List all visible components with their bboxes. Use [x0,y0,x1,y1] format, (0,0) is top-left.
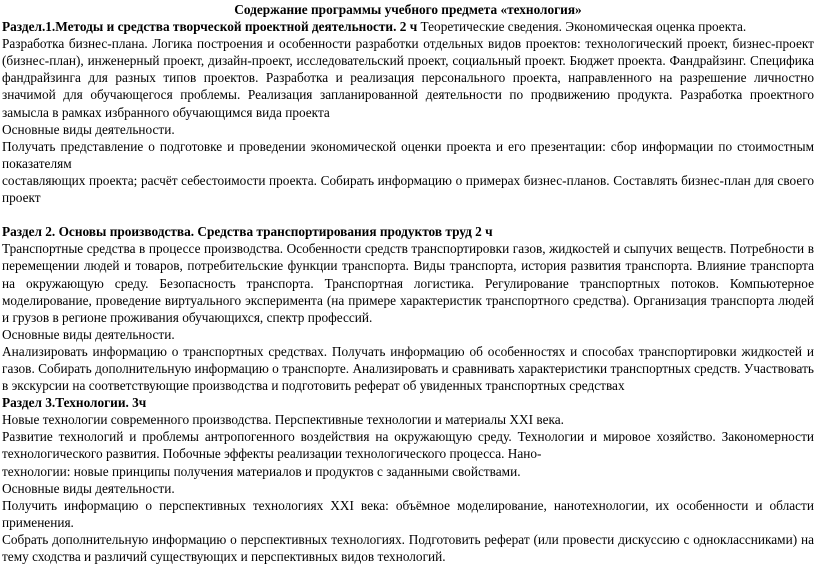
section-1-activity-2: составляющих проекта; расчёт себестоимости проекта. Собирать информацию о примерах бизнес-планов. Составлять бизнес-план для своего проект [2,172,814,206]
document-page [2,1,814,565]
document-title: Содержание программы учебного предмета «технология» [234,2,582,17]
paragraph-spacer [2,206,814,223]
section-3-activity-1: Получить информацию о перспективных технологиях XXI века: объёмное моделирование, нанотехнологии, их особенности и области применения. [2,497,814,530]
section-2-theory: Транспортные средства в процессе производства. Особенности средств транспортировки газов, жидкостей и сыпучих веществ. Потребности в перемещении людей и товаров, потребительские функции транспорта. Виды транспорта, история развития транспорта. Влияние транспорта на окружающую среду. Безопасность транспорта. Транспортная логистика. Регулирование транспортных потоков. Компьютерное моделирование, проведение виртуального эксперимента (на примере характеристик транспортного средства). Организация транспорта людей и грузов в регионе проживания обучающихся, спектр профессий. [2,241,814,325]
section-1-heading [2,18,814,35]
section-2-heading [2,223,814,240]
section-2-activities-label: Основные виды деятельности. [2,326,175,342]
section-3-theory-2: Развитие технологий и проблемы антропогенного воздействия на окружающую среду. Технологии и мировое хозяйство. Закономерности технологического развития. Побочные эффекты реализации технологического процесса. Нано- [2,429,814,462]
section-3-activity-2: Собрать дополнительную информацию о перспективных технологиях. Подготовить реферат (или провести дискуссию с одноклассниками) на тему сходства и различий существующих и перспективных видов технологий. [2,531,814,564]
section-1-heading-bold: Раздел.1.Методы и средства творческой проектной деятельности. 2 ч [2,19,418,35]
section-1-heading-rest: Теоретические сведения. Экономическая оценка проекта. [417,19,747,35]
section-1-activities-label: Основные виды деятельности. [2,121,175,137]
section-3-theory-1: Новые технологии современного производства. Перспективные технологии и материалы XXI века. [2,412,564,428]
section-3-heading-bold: Раздел 3.Технологии. 3ч [2,395,147,411]
section-1-theory: Разработка бизнес-плана. Логика построения и особенности разработки отдельных видов проектов: технологический проект, бизнес-проект (бизнес-план), инженерный проект, дизайн-проект, исследовательский проект, социальный проект. Бюджет проекта. Фандрайзинг. Специфика фандрайзинга для разных типов проектов. Разработка и реализация персонального проекта, направленного на разрешение личностно значимой для обучающегося проблемы. Реализация запланированной деятельности по продвижению продукта. Разработка проектного замысла в рамках избранного обучающимся вида проекта [2,36,814,120]
section-3-activities-label: Основные виды деятельности. [2,480,175,496]
section-3-heading [2,394,814,411]
section-2-activity-1: Анализировать информацию о транспортных средствах. Получать информацию об особенностях и способах транспортировки жидкостей и газов. Собирать дополнительную информацию о транспорте. Анализировать и сравнивать характеристики транспортных средств. Участвовать в экскурсии на соответствующие производства и подготовить реферат об увиденных транспортных средствах [2,343,814,394]
section-3-theory-3: технологии: новые принципы получения материалов и продуктов с заданными свойствами. [2,463,521,479]
section-2-heading-bold: Раздел 2. Основы производства. Средства транспортирования продуктов труд 2 ч [2,224,493,240]
section-1-activity-1: Получать представление о подготовке и проведении экономической оценки проекта и его презентации: сбор информации по стоимостным показателям [2,138,814,171]
